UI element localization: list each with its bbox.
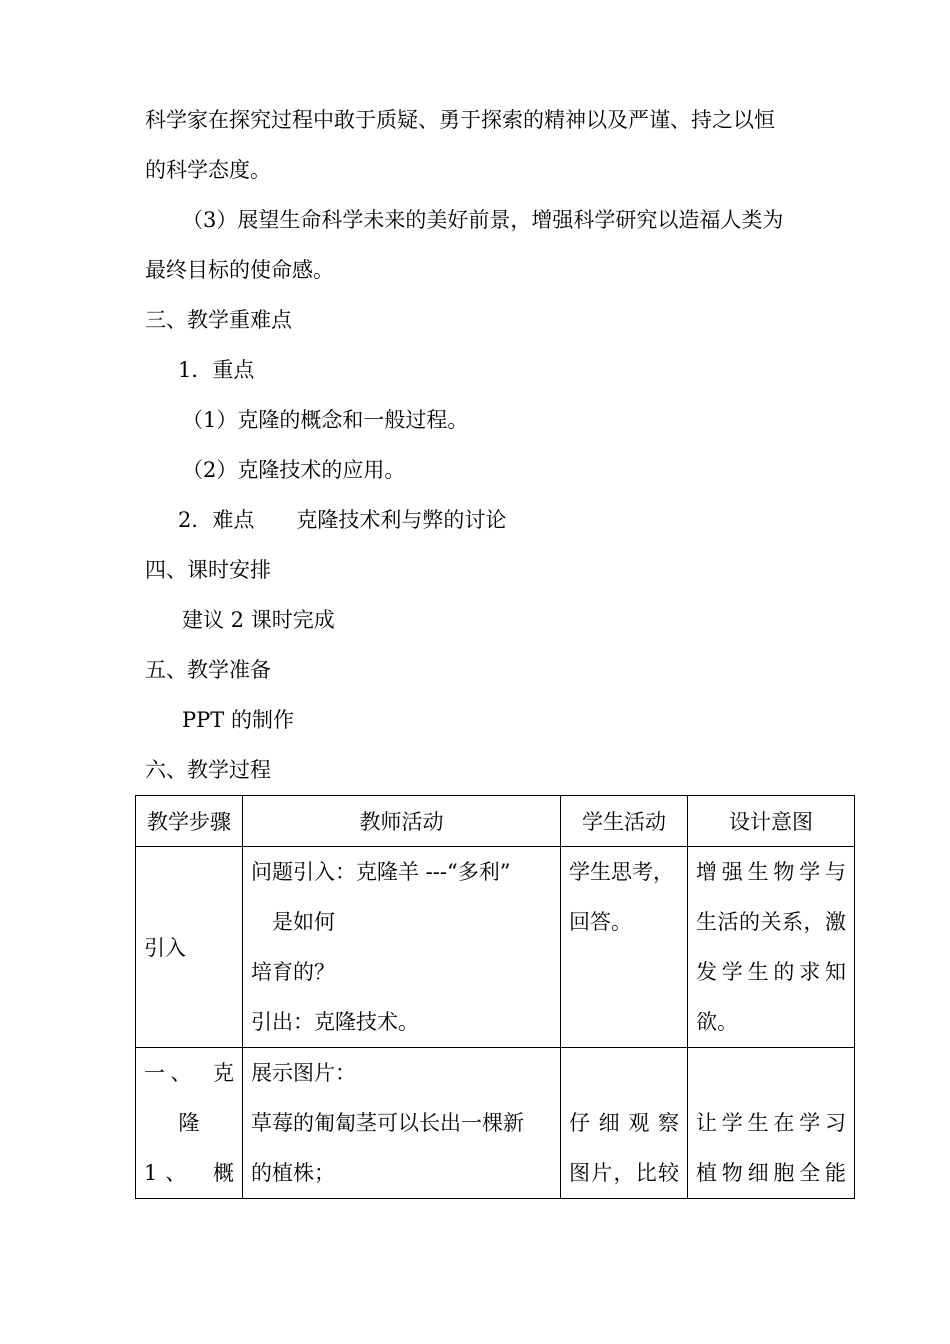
intent-line: 欲。 [696, 1010, 738, 1034]
teacher-line: 的植株； [251, 1161, 335, 1185]
intent-line [696, 1048, 846, 1098]
teacher-line: 展示图片： [251, 1061, 356, 1085]
step-cell [136, 1048, 243, 1199]
schedule-text: 建议 2 课时完成 [182, 608, 335, 632]
paragraph-2: （3）展望生命科学未来的美好前景，增强科学研究以造福人类为 [182, 208, 784, 232]
intent-line: 增强生物学与 [696, 860, 846, 884]
intent-line: 让学生在学习 [696, 1111, 846, 1135]
teacher-cell [243, 1048, 561, 1199]
student-line: 学生思考， [569, 860, 674, 884]
table-row [136, 847, 855, 1048]
header-teacher: 教师活动 [243, 796, 561, 847]
section-heading-6: 六、教学过程 [145, 758, 271, 782]
step-line: 隆 [178, 1111, 200, 1135]
student-line: 图片，比较 [569, 1161, 679, 1185]
teacher-line: 是如何 [251, 910, 335, 934]
student-line: 仔细观察 [569, 1111, 679, 1135]
section-heading-5: 五、教学准备 [145, 658, 271, 682]
intent-cell [688, 1048, 855, 1199]
section-heading-4: 四、课时安排 [145, 558, 271, 582]
intent-line: 发学生的求知 [696, 960, 846, 984]
key-point-1: （1）克隆的概念和一般过程。 [182, 408, 469, 432]
paragraph-2-cont: 最终目标的使命感。 [145, 258, 334, 282]
key-point-2: （2）克隆技术的应用。 [182, 458, 406, 482]
student-line: 回答。 [569, 910, 632, 934]
header-intent: 设计意图 [688, 796, 855, 847]
difficulty-line: 2．难点 克隆技术利与弊的讨论 [178, 508, 507, 532]
teacher-line: 引出：克隆技术。 [251, 1010, 419, 1034]
paragraph-1-cont: 的科学态度。 [145, 158, 271, 182]
header-step: 教学步骤 [136, 796, 243, 847]
teacher-cell [243, 847, 561, 1048]
preparation-text: PPT 的制作 [182, 708, 294, 732]
step-text: 引入 [144, 936, 186, 960]
intent-line: 生活的关系，激 [696, 910, 846, 934]
student-line [569, 1048, 679, 1098]
paragraph-1: 科学家在探究过程中敢于质疑、勇于探索的精神以及严谨、持之以恒 [145, 108, 775, 132]
step-cell [136, 847, 243, 1048]
teacher-line: 草莓的匍匐茎可以长出一棵新 [251, 1111, 524, 1135]
step-line: 1、 概 [144, 1161, 234, 1185]
teacher-line: 培育的？ [251, 960, 335, 984]
intent-line: 植物细胞全能 [696, 1161, 846, 1185]
header-student: 学生活动 [561, 796, 688, 847]
teacher-line: 问题引入：克隆羊 ---“多利” [251, 860, 511, 884]
teaching-process-table [135, 795, 855, 1199]
student-cell [561, 847, 688, 1048]
section-heading-3: 三、教学重难点 [145, 308, 292, 332]
table-row [136, 1048, 855, 1199]
student-cell [561, 1048, 688, 1199]
table-header-row [136, 796, 855, 847]
key-point-heading: 1．重点 [178, 358, 255, 382]
intent-cell [688, 847, 855, 1048]
step-line: 一、 克 [144, 1061, 234, 1085]
